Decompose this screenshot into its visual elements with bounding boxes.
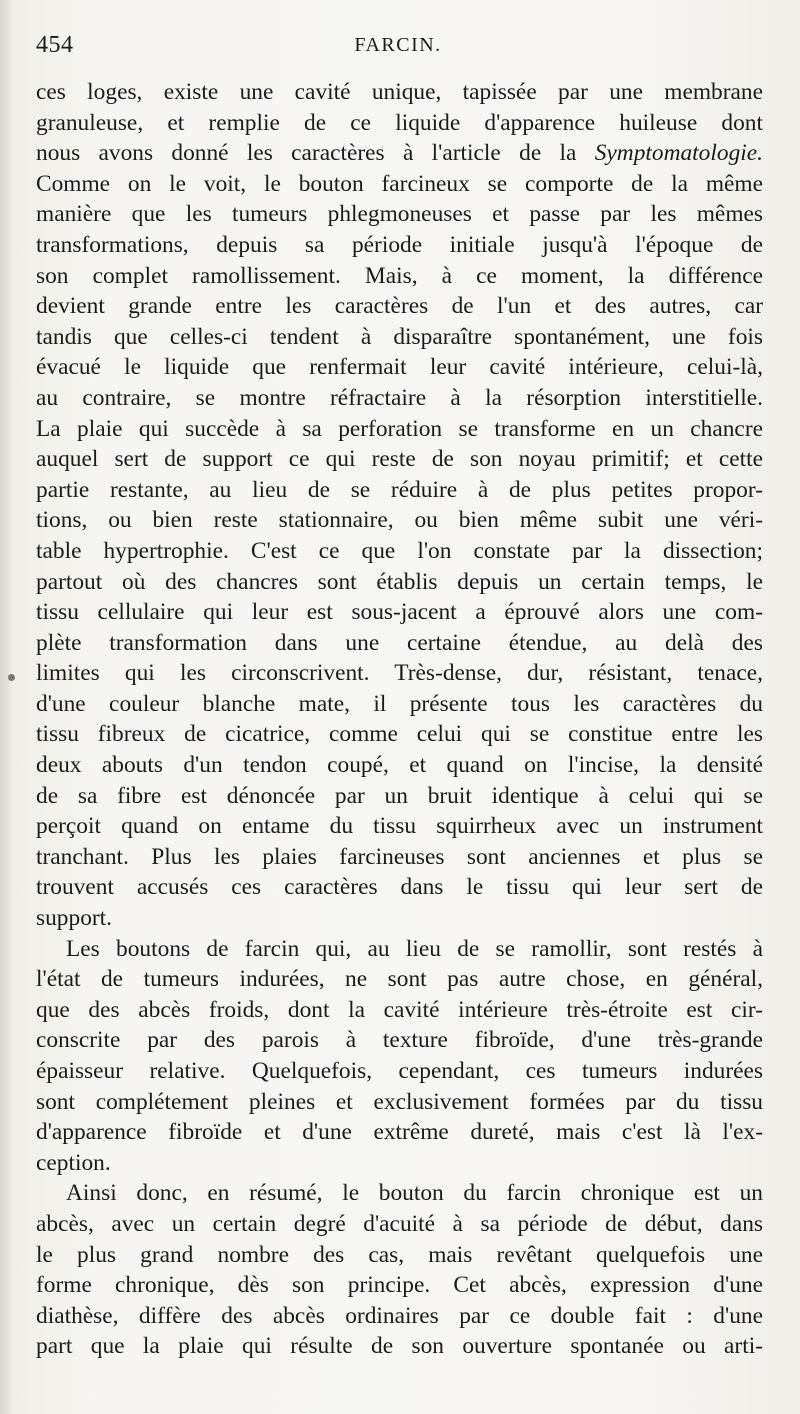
text-line: tions, ou bien reste stationnaire, ou bien même subit une véri- [36,507,763,534]
text-line: trouvent accusés ces caractères dans le tissu qui leur sert de [36,874,763,901]
text-line: tissu fibreux de cicatrice, comme celui qui se constitue entre les [36,721,763,748]
text-line: épaisseur relative. Quelquefois, cependant, ces tumeurs indurées [36,1058,763,1084]
text-line: devient grande entre les caractères de l'un et des autres, car [36,293,763,320]
paragraph-1 [36,77,763,934]
text-line: ception. [36,1149,111,1176]
page-number: 454 [36,32,74,58]
text-line: d'apparence fibroïde et d'une extrême dureté, mais c'est là l'ex- [36,1119,763,1146]
text-line: partie restante, au lieu de se réduire à de plus petites propor- [36,476,763,503]
text-line: que des abcès froids, dont la cavité intérieure très-étroite est cir- [36,996,763,1023]
text-line: transformations, depuis sa période initiale jusqu'à l'époque de [36,231,763,258]
text-line: deux abouts d'un tendon coupé, et quand on l'incise, la densité [36,752,763,779]
text-line: conscrite par des parois à texture fibroïde, d'une très-grande [36,1027,763,1054]
text-line: plète transformation dans une certaine étendue, au delà des [36,629,763,656]
text-line: limites qui les circonscrivent. Très-dense, dur, résistant, tenace, [36,660,763,687]
text-line: sont complétement pleines et exclusivement formées par du tissu [36,1088,763,1115]
body-text [36,77,763,1362]
text-line: ces loges, existe une cavité unique, tapissée par une membrane [36,79,763,105]
text-line: forme chronique, dès son principe. Cet abcès, expression d'une [36,1272,763,1299]
text-line-with-italic [36,138,763,169]
text-line: tandis que celles-ci tendent à disparaître spontanément, une fois [36,323,763,350]
text-line: partout où des chancres sont établis depuis un certain temps, le [36,568,763,595]
running-title: FARCIN. [354,34,442,56]
text-line: granuleuse, et remplie de ce liquide d'apparence huileuse dont [36,109,763,136]
text-line: évacué le liquide que renfermait leur cavité intérieure, celui-là, [36,354,763,381]
paragraph-2 [36,934,763,1179]
italic-reference: Symptomatologie. [594,140,763,167]
text-line: Les boutons de farcin qui, au lieu de se ramollir, sont restés à [66,935,763,962]
text-line: son complet ramollissement. Mais, à ce moment, la différence [36,262,763,289]
text-line: abcès, avec un certain degré d'acuité à sa période de début, dans [36,1210,763,1237]
text-line: auquel sert de support ce qui reste de son noyau primitif; et cette [36,446,763,473]
text-line: table hypertrophie. C'est ce que l'on constate par la dissection; [36,537,763,564]
text-line: perçoit quand on entame du tissu squirrheux avec un instrument [36,813,763,840]
text-line: le plus grand nombre des cas, mais revêtant quelquefois une [36,1241,763,1268]
text-line: de sa fibre est dénoncée par un bruit identique à celui qui se [36,782,763,809]
text-line-segment: nous avons donné les caractères à l'article de la [36,140,577,167]
text-line: au contraire, se montre réfractaire à la résorption interstitielle. [36,384,763,411]
text-line: Comme on le voit, le bouton farcineux se comporte de la même [36,170,763,197]
text-line: tranchant. Plus les plaies farcineuses sont anciennes et plus se [36,843,763,870]
text-line: d'une couleur blanche mate, il présente tous les caractères du [36,690,763,717]
text-line: support. [36,905,113,932]
text-line: diathèse, diffère des abcès ordinaires par ce double fait : d'une [36,1302,763,1329]
text-line: tissu cellulaire qui leur est sous-jacent a éprouvé alors une com- [36,599,763,626]
text-line: l'état de tumeurs indurées, ne sont pas autre chose, en général, [36,966,763,993]
text-line: part que la plaie qui résulte de son ouverture spontanée ou arti- [36,1333,763,1360]
text-line: manière que les tumeurs phlegmoneuses et passe par les mêmes [36,201,763,228]
paragraph-3 [36,1178,763,1362]
margin-ink-spot [8,674,15,681]
page-gutter-shadow [0,0,14,1414]
page-header [36,32,760,62]
text-line: La plaie qui succède à sa perforation se transforme en un chancre [36,415,763,442]
text-line: Ainsi donc, en résumé, le bouton du farcin chronique est un [66,1180,763,1207]
